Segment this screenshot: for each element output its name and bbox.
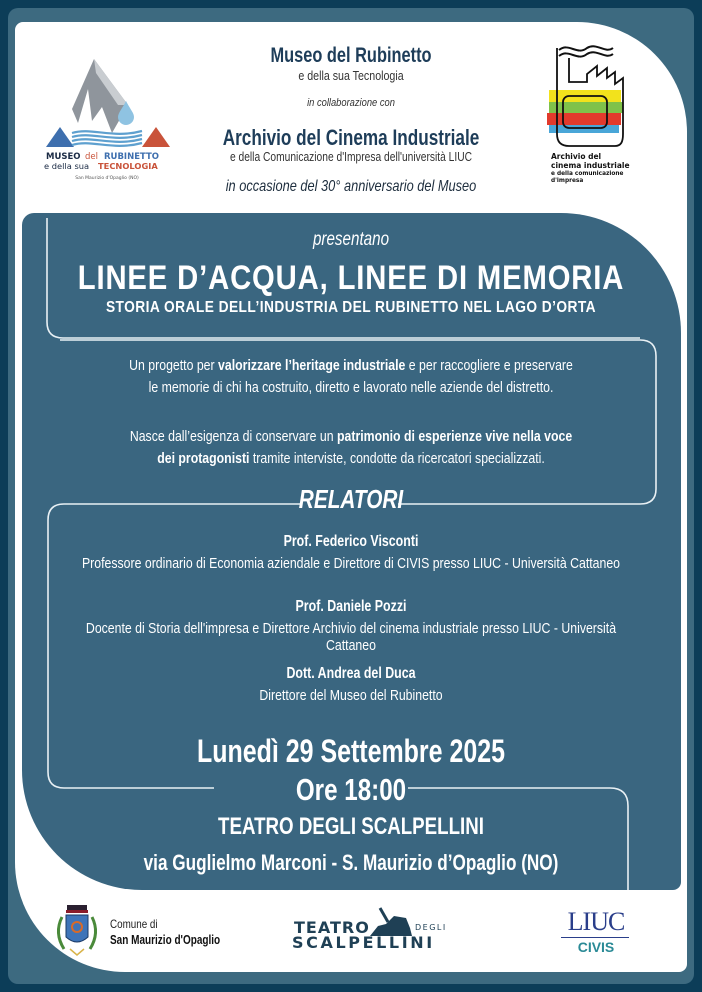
comune-coat-of-arms-icon bbox=[50, 903, 104, 959]
museum-subtitle: e della sua Tecnologia bbox=[298, 68, 404, 83]
event-time: Ore 18:00 bbox=[295, 772, 407, 807]
museo-logo-della: e della sua bbox=[44, 161, 90, 171]
event-subtitle: STORIA ORALE DELL’INDUSTRIA DEL RUBINETTO NEL LAGO D’ORTA bbox=[105, 299, 597, 316]
liuc-logo-text: LIUC bbox=[567, 907, 625, 936]
speaker-role: Docente di Storia dell'impresa e Direttore Archivio del cinema industriale presso LIUC - Università Cattaneo bbox=[85, 620, 617, 654]
archive-subtitle: e della Comunicazione d'Impresa dell'università LIUC bbox=[229, 150, 473, 164]
archivio-logo-line4: d'impresa bbox=[551, 178, 584, 184]
museo-logo-rubinetto: RUBINETTO bbox=[104, 152, 160, 162]
liuc-divider bbox=[561, 937, 629, 938]
speaker-name: Prof. Federico Visconti bbox=[283, 533, 419, 550]
presenting-text: presentano bbox=[312, 229, 390, 250]
civis-logo-text: CIVIS bbox=[577, 939, 615, 955]
teatro-logo-scalpellini: SCALPELLINI bbox=[292, 933, 435, 952]
para2-highlight-2: dei protagonisti bbox=[157, 450, 250, 467]
event-title: LINEE D’ACQUA, LINEE DI MEMORIA bbox=[77, 259, 625, 297]
speaker-role: Professore ordinario di Economia aziendale e Direttore di CIVIS presso LIUC - Università Cattaneo bbox=[81, 555, 621, 572]
para1-text-c: e per raccogliere e preservare bbox=[405, 357, 573, 374]
para2-text-a: Nasce dall’esigenza di conservare un bbox=[129, 428, 338, 445]
description-paragraph-2 bbox=[63, 426, 639, 470]
anniversary-text: in occasione del 30° anniversario del Museo bbox=[225, 178, 477, 195]
comune-name: San Maurizio d'Opaglio bbox=[110, 933, 221, 947]
museo-logo-del: del bbox=[85, 152, 98, 162]
para2-highlight-1: patrimonio di esperienze vive nella voce bbox=[337, 428, 573, 445]
archivio-logo-line1: Archivio del bbox=[551, 152, 602, 161]
museo-logo-tecnologia: TECNOLOGIA bbox=[98, 161, 158, 171]
museum-title: Museo del Rubinetto bbox=[270, 44, 432, 67]
archivio-logo-line3: e della comunicazione bbox=[551, 171, 624, 177]
museo-logo-location: San Maurizio d'Opaglio (NO) bbox=[75, 176, 139, 181]
speaker-name: Prof. Daniele Pozzi bbox=[295, 598, 407, 615]
para2-text-d: tramite interviste, condotte da ricercatori specializzati. bbox=[249, 450, 545, 467]
para1-text-d: le memorie di chi ha costruito, diretto e lavorato nelle aziende del distretto. bbox=[148, 379, 554, 396]
para1-text-a: Un progetto per bbox=[129, 357, 219, 374]
collaboration-text: in collaborazione con bbox=[307, 97, 395, 109]
event-address: via Guglielmo Marconi - S. Maurizio d’Opaglio (NO) bbox=[143, 850, 559, 875]
archive-title: Archivio del Cinema Industriale bbox=[222, 125, 480, 150]
speakers-heading: RELATORI bbox=[298, 484, 404, 514]
comune-label: Comune di bbox=[110, 917, 158, 931]
teatro-logo-degli: DEGLI bbox=[415, 923, 447, 932]
museo-logo-word: MUSEO bbox=[46, 152, 81, 162]
event-venue: TEATRO DEGLI SCALPELLINI bbox=[218, 813, 484, 840]
para1-highlight: valorizzare l’heritage industriale bbox=[218, 357, 406, 374]
speaker-name: Dott. Andrea del Duca bbox=[286, 665, 416, 682]
description-paragraph-1 bbox=[63, 355, 639, 399]
teatro-logo-word: TEATRO bbox=[294, 918, 370, 937]
event-date: Lunedì 29 Settembre 2025 bbox=[197, 733, 505, 769]
speaker-role: Direttore del Museo del Rubinetto bbox=[259, 687, 443, 704]
archivio-logo-line2: cinema industriale bbox=[551, 161, 630, 170]
